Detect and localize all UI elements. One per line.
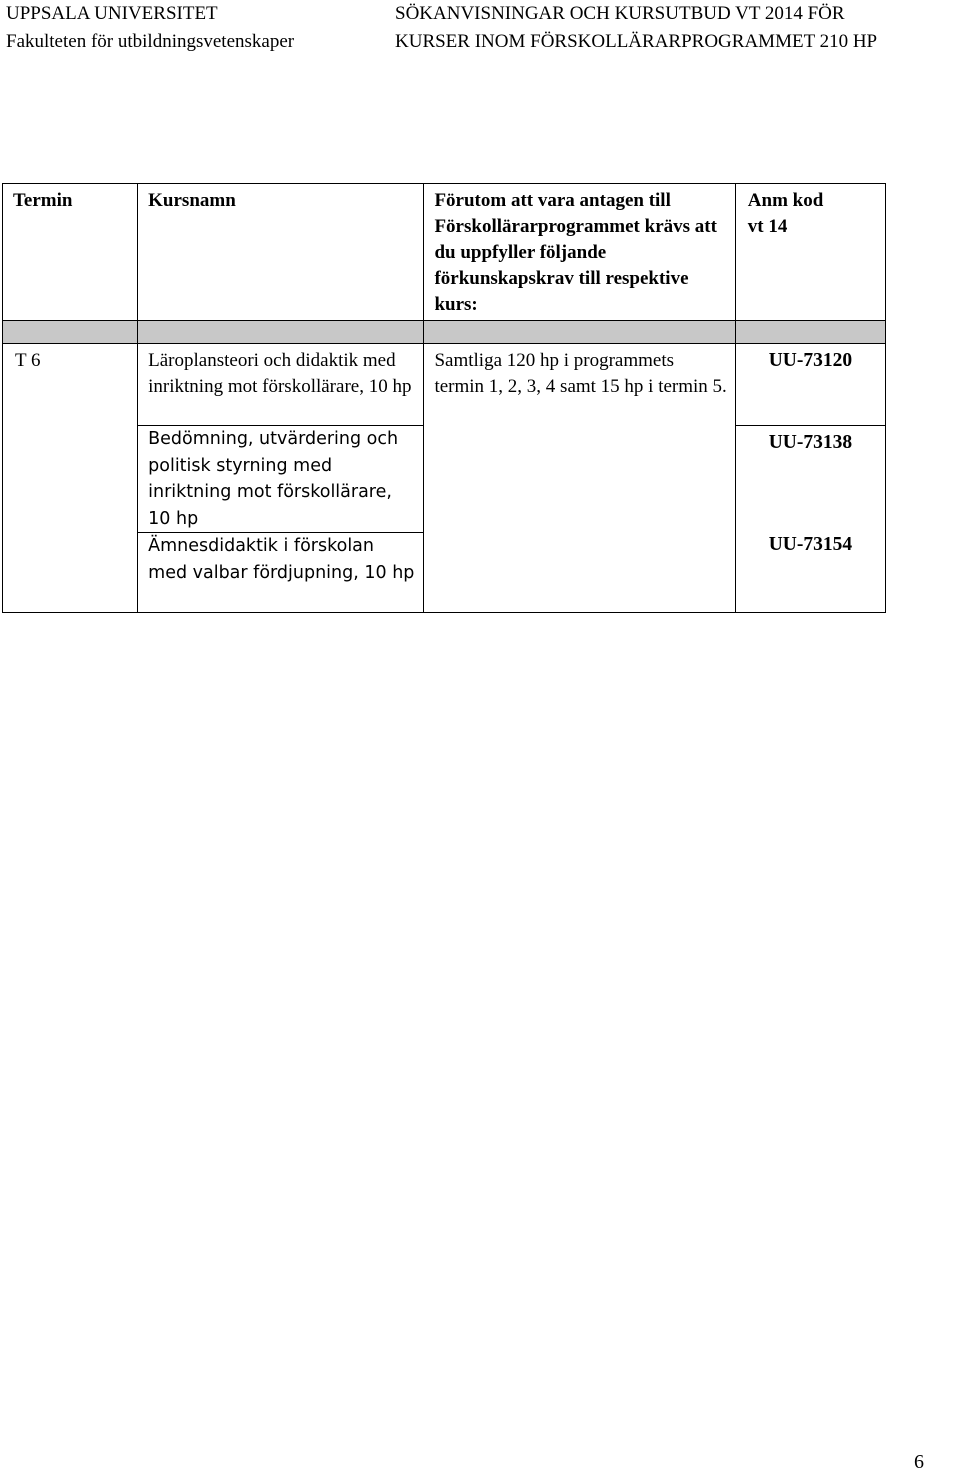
course-codes-cell	[735, 344, 885, 613]
course-code: UU-73138	[736, 425, 885, 532]
faculty-name: Fakulteten för utbildningsvetenskaper	[6, 31, 295, 52]
table-header-row	[3, 184, 886, 321]
column-header-krav: Förutom att vara antagen till Förskollärarprogrammet krävs att du uppfyller följande förkunskapskrav till respektive kurs:	[424, 184, 735, 321]
course-name: Läroplansteori och didaktik med inriktning mot förskollärare, 10 hp	[148, 350, 412, 397]
course-name: Ämnesdidaktik i förskolan med valbar fördjupning, 10 hp	[138, 532, 423, 612]
table-spacer-row	[3, 321, 886, 344]
table-row	[3, 344, 886, 613]
course-code: UU-73154	[768, 534, 853, 555]
termin-cell: T 6	[3, 344, 138, 613]
column-header-termin: Termin	[3, 184, 138, 321]
course-table	[2, 183, 886, 613]
course-name: Bedömning, utvärdering och politisk styrning med inriktning mot förskollärare, 10 hp	[138, 425, 423, 532]
course-names-cell	[138, 344, 424, 613]
header-right	[395, 0, 877, 56]
column-header-anm-kod	[735, 184, 885, 321]
anm-kod-label: Anm kod	[747, 190, 824, 211]
column-header-kursnamn: Kursnamn	[138, 184, 424, 321]
document-title-line2: KURSER INOM FÖRSKOLLÄRARPROGRAMMET 210 HP	[395, 31, 878, 52]
document-title-line1: SÖKANVISNINGAR OCH KURSUTBUD VT 2014 FÖR	[395, 3, 845, 24]
requirements-cell: Samtliga 120 hp i programmets termin 1, 2, 3, 4 samt 15 hp i termin 5.	[424, 344, 735, 613]
page-number: 6	[914, 1451, 924, 1473]
anm-kod-term: vt 14	[747, 216, 788, 237]
university-name: UPPSALA UNIVERSITET	[6, 3, 218, 24]
course-code: UU-73120	[768, 350, 853, 371]
header-left	[6, 0, 294, 56]
